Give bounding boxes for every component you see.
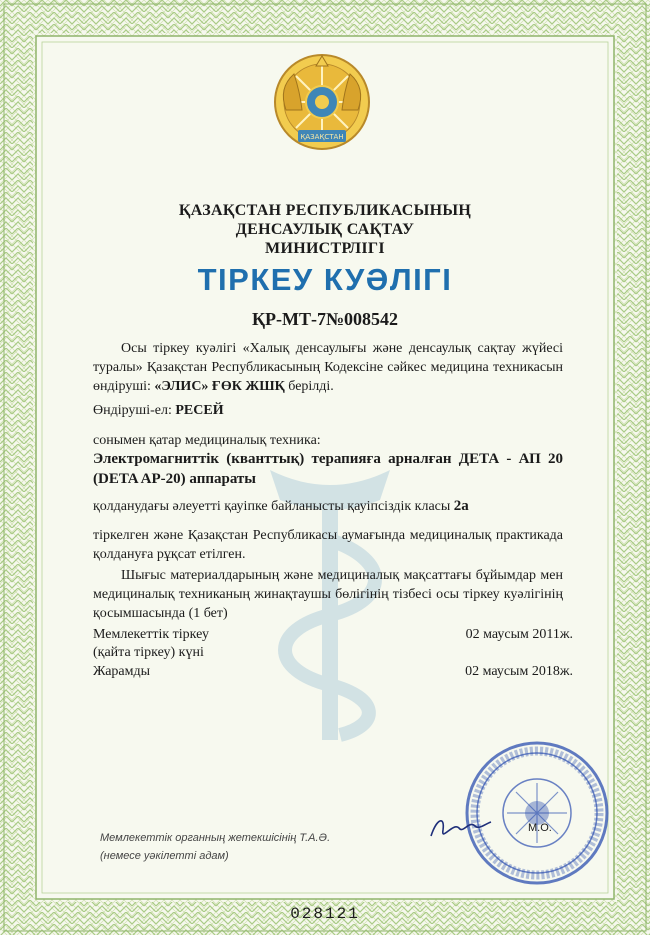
intro-paragraph xyxy=(93,339,563,396)
consumables-text: Шығыс материалдарының және медициналық мақсаттағы бұйымдар мен медициналық техниканың жинақтаушы бөлігінің тізбесі осы тіркеу куәлігінің қосымшасында (1 бет) xyxy=(93,568,563,621)
ministry-line-3: МИНИСТРЛІГІ xyxy=(265,240,385,257)
certificate-title: ТІРКЕУ КУӘЛІГІ xyxy=(197,262,453,297)
serial-number: 028121 xyxy=(290,905,360,923)
device-name: Электромагниттік (кванттық) терапияға арналған ДЕТА - АП 20 (DETA AP-20) аппараты xyxy=(93,451,563,487)
ministry-line-2: ДЕНСАУЛЫҚ САҚТАУ xyxy=(235,221,415,238)
manufacturer-name: «ЭЛИС» ҒӨК ЖШҚ xyxy=(154,379,285,394)
registration-label-2: (қайта тіркеу) күні xyxy=(93,645,204,660)
permit-text: тіркелген және Қазақстан Республикасы аумағында медициналық практикада қолдануға рұқсат етілген. xyxy=(93,528,563,562)
country-row xyxy=(93,403,224,419)
risk-label: қолданудағы әлеуетті қауіпке байланысты қауіпсіздік класы xyxy=(93,499,451,514)
stamp-place-label: М.О. xyxy=(528,822,552,834)
emblem-text: ҚАЗАҚСТАН xyxy=(300,133,344,141)
device-intro: сонымен қатар медициналық техника: xyxy=(93,433,321,448)
registration-label-1: Мемлекеттік тіркеу xyxy=(93,627,209,642)
ministry-line-1: ҚАЗАҚСТАН РЕСПУБЛИКАСЫНЫҢ xyxy=(178,202,472,219)
country-label: Өндіруші-ел: xyxy=(93,403,172,418)
registration-date: 02 маусым 2011ж. xyxy=(465,627,573,642)
intro-suffix: берілді. xyxy=(288,379,334,394)
state-emblem-icon xyxy=(272,52,372,152)
risk-class: 2а xyxy=(453,498,469,514)
certificate-number: ҚР-МТ-7№008542 xyxy=(251,309,399,329)
signatory-note: (немесе уәкілетті адам) xyxy=(100,850,229,862)
intro-text: Осы тіркеу куәлігі «Халық денсаулығы және денсаулық сақтау жүйесі туралы» Қазақстан Республикасының Кодексіне сәйкес медицина техникасын өндіруші: xyxy=(93,341,563,394)
valid-date: 02 маусым 2018ж. xyxy=(465,664,573,679)
country-value: РЕСЕЙ xyxy=(175,403,224,418)
signature-mark xyxy=(425,812,495,844)
risk-row xyxy=(93,498,469,515)
valid-label: Жарамды xyxy=(93,664,151,679)
signatory-label: Мемлекеттік органның жетекшісінің Т.А.Ә. xyxy=(100,832,331,844)
